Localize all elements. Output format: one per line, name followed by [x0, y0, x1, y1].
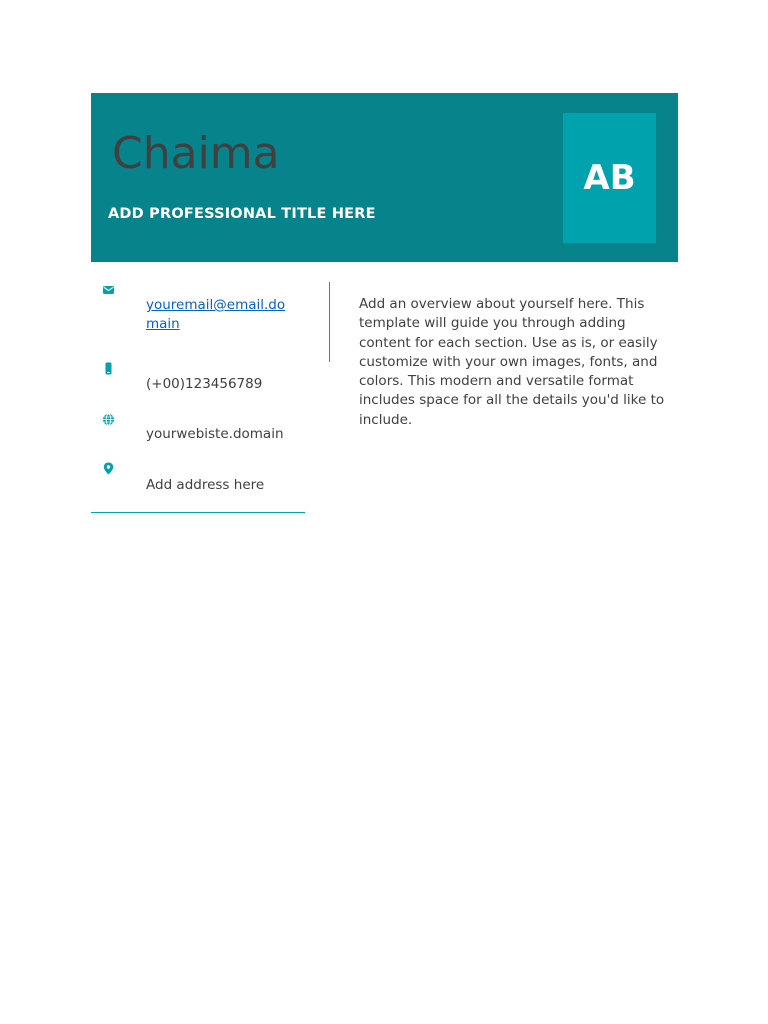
- applicant-name[interactable]: Chaima: [112, 128, 280, 179]
- map-pin-icon: [102, 462, 115, 475]
- envelope-icon: [102, 283, 115, 296]
- column-divider: [329, 282, 330, 362]
- resume-header: [91, 93, 678, 262]
- professional-title[interactable]: ADD PROFESSIONAL TITLE HERE: [108, 206, 376, 222]
- email-link[interactable]: youremail@email.domain: [146, 297, 286, 332]
- phone-icon: [102, 362, 115, 375]
- phone-number[interactable]: (+00)123456789: [146, 376, 263, 392]
- overview-text[interactable]: Add an overview about yourself here. This template will guide you through adding content for each section. Use as is, or easily customize with your own images, fonts, and colors. This modern and versatile format includes space for all the details you'd like to include.: [359, 296, 665, 428]
- globe-icon: [102, 413, 115, 426]
- contact-divider: [91, 512, 305, 513]
- address-text[interactable]: Add address here: [146, 477, 265, 493]
- website-url[interactable]: yourwebiste.domain: [146, 426, 284, 442]
- monogram-initials[interactable]: AB: [583, 158, 636, 198]
- monogram-box: [563, 113, 656, 243]
